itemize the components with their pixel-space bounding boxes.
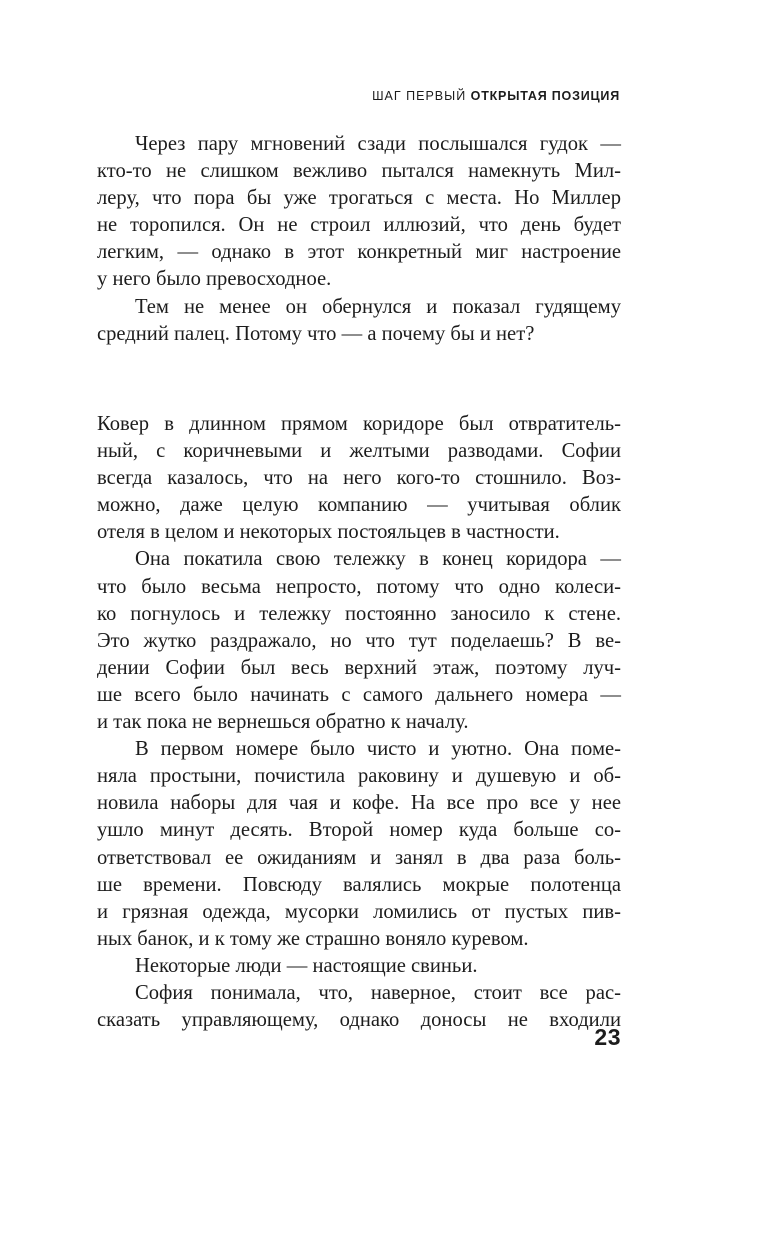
text-line: не торопился. Он не строил иллюзий, что день будет <box>97 214 621 237</box>
text-line: что было весьма непросто, потому что одно колеси- <box>97 575 621 598</box>
text-line: и грязная одежда, мусорки ломились от пустых пив- <box>97 900 621 923</box>
text-line: у него было превосходное. <box>97 268 332 291</box>
text-line: Ковер в длинном прямом коридоре был отвратитель- <box>97 413 621 435</box>
running-head-chapter: ОТКРЫТАЯ ПОЗИЦИЯ <box>470 89 620 103</box>
running-head <box>372 89 620 103</box>
text-line: можно, даже целую компанию — учитывая облик <box>97 494 621 517</box>
text-block-2 <box>97 411 621 1034</box>
text-line: леру, что пора бы уже трогаться с места. Но Миллер <box>97 187 621 210</box>
text-block-1 <box>97 131 621 348</box>
text-line: кто-то не слишком вежливо пытался намекнуть Мил- <box>97 160 621 183</box>
text-line: дении Софии был весь верхний этаж, поэтому луч- <box>97 656 621 679</box>
text-line: Некоторые люди — настоящие свиньи. <box>135 954 478 977</box>
text-line: легким, — однако в этот конкретный миг настроение <box>97 241 621 264</box>
running-head-part: ШАГ ПЕРВЫЙ <box>372 89 467 103</box>
text-line: отеля в целом и некоторых постояльцев в частности. <box>97 521 560 544</box>
text-line: Она покатила свою тележку в конец коридора — <box>135 548 621 571</box>
text-line: няла простыни, почистила раковину и душевую и об- <box>97 765 621 788</box>
text-line: Тем не менее он обернулся и показал гудящему <box>135 295 621 318</box>
page-number: 23 <box>594 1024 621 1050</box>
text-line: ный, с коричневыми и желтыми разводами. Софии <box>97 440 621 463</box>
text-line: Через пару мгновений сзади послышался гудок — <box>135 133 621 155</box>
text-line: всегда казалось, что на него кого-то стошнило. Воз- <box>97 467 621 490</box>
text-line: ше времени. Повсюду валялись мокрые полотенца <box>97 873 621 896</box>
text-line: новила наборы для чая и кофе. На все про все у нее <box>97 792 621 815</box>
text-line: ко погнулось и тележку постоянно заносило к стене. <box>97 602 621 625</box>
text-line: ше всего было начинать с самого дальнего номера — <box>97 683 621 706</box>
text-line: ответствовал ее ожиданиям и занял в два раза боль- <box>97 846 621 869</box>
text-line: сказать управляющему, однако доносы не входили <box>97 1009 621 1032</box>
text-line: и так пока не вернешься обратно к началу. <box>97 711 469 734</box>
text-line: ных банок, и к тому же страшно воняло куревом. <box>97 927 529 950</box>
text-line: средний палец. Потому что — а почему бы и нет? <box>97 322 535 345</box>
text-line: В первом номере было чисто и уютно. Она поме- <box>135 738 621 761</box>
text-line: София понимала, что, наверное, стоит все рас- <box>135 981 621 1004</box>
text-line: Это жутко раздражало, но что тут поделаешь? В ве- <box>97 629 621 652</box>
text-line: ушло минут десять. Второй номер куда больше со- <box>97 819 621 842</box>
